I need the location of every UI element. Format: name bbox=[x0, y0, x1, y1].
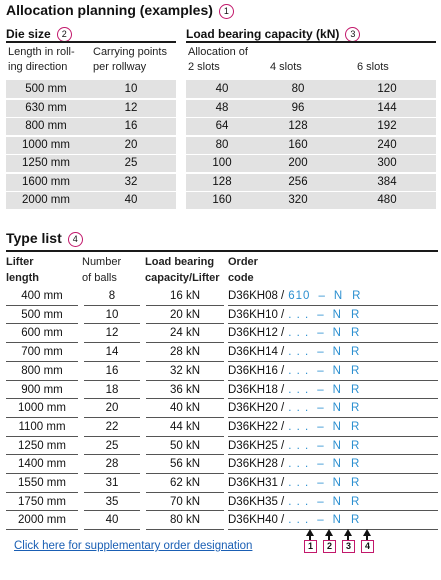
order-code-n: N bbox=[332, 383, 341, 396]
load-s4-cell: 200 bbox=[288, 157, 308, 169]
capacity-cell: 40 kN bbox=[169, 402, 201, 415]
die-points-cell: 40 bbox=[124, 194, 138, 206]
capacity-cell: 56 kN bbox=[169, 458, 201, 471]
order-code-separator: – bbox=[317, 308, 324, 321]
type-list-rule bbox=[6, 250, 438, 252]
order-code-base: D36KH08 / bbox=[228, 290, 285, 302]
type-list-row bbox=[0, 399, 441, 418]
type-list-row bbox=[0, 362, 441, 381]
balls-count-cell: 28 bbox=[105, 458, 119, 471]
allocation-title bbox=[6, 2, 234, 19]
order-code-cell bbox=[228, 474, 359, 492]
order-code-cell bbox=[228, 511, 359, 529]
order-code-separator: – bbox=[317, 439, 324, 452]
balls-count-cell: 20 bbox=[105, 402, 119, 415]
order-code-slot: . . . bbox=[288, 346, 310, 359]
load-col-2slots-header: Allocation of 2 slots bbox=[188, 46, 248, 73]
order-code-cell bbox=[228, 343, 359, 361]
order-code-separator: – bbox=[317, 402, 324, 415]
type-list-title bbox=[6, 230, 83, 247]
balls-count-cell: 10 bbox=[105, 308, 119, 321]
load-capacity-row bbox=[186, 154, 436, 172]
load-capacity-rule bbox=[186, 41, 436, 43]
load-s2-cell: 64 bbox=[215, 120, 229, 132]
order-code-base: D36KH14 / bbox=[228, 346, 285, 359]
order-code-n: N bbox=[332, 495, 341, 508]
order-code-separator: – bbox=[317, 346, 324, 359]
lifter-length-cell: 600 mm bbox=[21, 327, 63, 340]
balls-count-cell: 35 bbox=[105, 495, 119, 508]
die-size-row bbox=[6, 117, 176, 135]
order-code-base: D36KH10 / bbox=[228, 308, 285, 321]
order-code-n: N bbox=[332, 402, 341, 415]
die-size-row bbox=[6, 173, 176, 191]
balls-count-cell: 25 bbox=[105, 439, 119, 452]
order-code-separator: – bbox=[317, 420, 324, 433]
order-code-cell bbox=[228, 399, 359, 417]
type-list-row bbox=[0, 343, 441, 362]
load-s6-cell: 480 bbox=[377, 194, 397, 206]
order-code-slot: . . . bbox=[288, 514, 310, 527]
order-code-base: D36KH28 / bbox=[228, 458, 285, 471]
order-code-slot: . . . bbox=[288, 364, 310, 377]
order-code-separator: – bbox=[317, 364, 324, 377]
type-list-row bbox=[0, 493, 441, 512]
capacity-cell: 16 kN bbox=[169, 290, 201, 302]
load-capacity-row bbox=[186, 191, 436, 209]
order-code-base: D36KH20 / bbox=[228, 402, 285, 415]
type-row-underline bbox=[228, 529, 438, 530]
load-col-4slots-header: 4 slots bbox=[270, 61, 302, 73]
load-s4-cell: 320 bbox=[288, 194, 308, 206]
load-capacity-title-text: Load bearing capacity (kN) bbox=[186, 27, 340, 41]
order-code-cell bbox=[228, 362, 359, 380]
row-divider bbox=[186, 99, 436, 100]
balls-count-cell: 14 bbox=[105, 346, 119, 359]
capacity-cell: 62 kN bbox=[169, 477, 201, 489]
order-code-r: R bbox=[350, 346, 360, 359]
order-code-cell bbox=[228, 455, 359, 473]
order-code-separator: – bbox=[317, 514, 324, 527]
load-s6-cell: 192 bbox=[377, 120, 397, 132]
order-code-r: R bbox=[352, 290, 361, 302]
order-code-base: D36KH22 / bbox=[228, 420, 285, 433]
die-size-row bbox=[6, 80, 176, 98]
die-length-cell: 1000 mm bbox=[22, 138, 70, 151]
order-code-slot: . . . bbox=[288, 402, 310, 415]
type-list-title-text: Type list bbox=[6, 230, 62, 246]
order-code-slot: . . . bbox=[288, 458, 310, 471]
die-points-cell: 10 bbox=[124, 83, 138, 95]
order-code-cell bbox=[228, 418, 359, 436]
order-code-n: N bbox=[332, 327, 341, 340]
die-size-row bbox=[6, 154, 176, 172]
order-code-n: N bbox=[332, 458, 341, 471]
marker-1: 1 bbox=[219, 4, 234, 19]
die-points-cell: 16 bbox=[124, 120, 138, 132]
order-code-r: R bbox=[350, 327, 360, 340]
row-divider bbox=[186, 173, 436, 174]
order-code-separator: – bbox=[317, 477, 324, 489]
die-points-cell: 12 bbox=[124, 101, 138, 114]
order-code-separator: – bbox=[317, 495, 324, 508]
load-s2-cell: 80 bbox=[215, 138, 229, 151]
order-code-separator: – bbox=[317, 383, 324, 396]
capacity-cell: 36 kN bbox=[169, 383, 201, 396]
lifter-length-cell: 700 mm bbox=[21, 346, 63, 359]
order-code-slot: . . . bbox=[288, 308, 310, 321]
capacity-cell: 32 kN bbox=[169, 364, 201, 377]
load-s4-cell: 128 bbox=[288, 120, 308, 132]
balls-count-cell: 8 bbox=[108, 290, 116, 302]
die-col-points-header: Carrying points per rollway bbox=[93, 46, 167, 73]
die-length-cell: 1250 mm bbox=[22, 157, 70, 169]
order-code-r: R bbox=[350, 308, 360, 321]
balls-count-cell: 40 bbox=[105, 514, 119, 527]
order-code-base: D36KH18 / bbox=[228, 383, 285, 396]
row-divider bbox=[6, 99, 176, 100]
die-length-cell: 630 mm bbox=[25, 101, 67, 114]
order-code-n: N bbox=[333, 290, 343, 302]
order-code-separator: – bbox=[318, 290, 325, 302]
load-s4-cell: 80 bbox=[291, 83, 305, 95]
row-divider bbox=[6, 136, 176, 137]
type-row-underline bbox=[146, 529, 224, 530]
die-length-cell: 2000 mm bbox=[22, 194, 70, 206]
order-code-base: D36KH12 / bbox=[228, 327, 285, 340]
order-code-r: R bbox=[350, 477, 360, 489]
type-list-row bbox=[0, 287, 441, 306]
capacity-cell: 44 kN bbox=[169, 420, 201, 433]
order-code-n: N bbox=[332, 420, 341, 433]
type-col-order-header: Order code bbox=[228, 256, 258, 284]
order-code-marker-4: 4 bbox=[361, 540, 374, 553]
die-points-cell: 20 bbox=[124, 138, 138, 151]
row-divider bbox=[6, 154, 176, 155]
order-code-marker-3: 3 bbox=[342, 540, 355, 553]
type-row-underline bbox=[6, 529, 78, 530]
order-code-r: R bbox=[350, 458, 360, 471]
order-code-separator: – bbox=[317, 458, 324, 471]
order-code-slot: . . . bbox=[288, 383, 310, 396]
order-code-cell bbox=[228, 287, 360, 305]
lifter-length-cell: 1000 mm bbox=[18, 402, 66, 415]
die-size-title-text: Die size bbox=[6, 27, 51, 41]
die-size-row bbox=[6, 99, 176, 117]
type-col-length-header: Lifter length bbox=[6, 256, 39, 284]
order-code-n: N bbox=[332, 346, 341, 359]
balls-count-cell: 12 bbox=[105, 327, 119, 340]
allocation-title-text: Allocation planning (examples) bbox=[6, 2, 213, 18]
load-s2-cell: 128 bbox=[212, 175, 232, 188]
order-code-r: R bbox=[350, 383, 360, 396]
lifter-length-cell: 400 mm bbox=[21, 290, 63, 302]
type-list-row bbox=[0, 324, 441, 343]
balls-count-cell: 31 bbox=[105, 477, 119, 489]
order-code-cell bbox=[228, 381, 359, 399]
capacity-cell: 50 kN bbox=[169, 439, 201, 452]
lifter-length-cell: 2000 mm bbox=[18, 514, 66, 527]
load-s4-cell: 96 bbox=[291, 101, 305, 114]
load-capacity-row bbox=[186, 173, 436, 191]
order-code-r: R bbox=[350, 364, 360, 377]
type-col-capacity-header: Load bearing capacity/Lifter bbox=[145, 256, 220, 284]
order-code-base: D36KH16 / bbox=[228, 364, 285, 377]
capacity-cell: 20 kN bbox=[169, 308, 201, 321]
order-code-slot: . . . bbox=[288, 327, 310, 340]
die-length-cell: 1600 mm bbox=[22, 175, 70, 188]
order-code-marker-1: 1 bbox=[304, 540, 317, 553]
die-size-rule bbox=[6, 41, 176, 43]
load-s4-cell: 256 bbox=[288, 175, 308, 188]
load-s2-cell: 160 bbox=[212, 194, 232, 206]
type-list-row bbox=[0, 455, 441, 474]
die-points-cell: 25 bbox=[124, 157, 138, 169]
load-capacity-row bbox=[186, 117, 436, 135]
die-size-row bbox=[6, 191, 176, 209]
lifter-length-cell: 1400 mm bbox=[18, 458, 66, 471]
die-size-title bbox=[6, 27, 72, 42]
row-divider bbox=[6, 191, 176, 192]
order-code-n: N bbox=[332, 364, 341, 377]
lifter-length-cell: 500 mm bbox=[21, 308, 63, 321]
die-points-cell: 32 bbox=[124, 175, 138, 188]
type-list-row bbox=[0, 381, 441, 400]
order-code-slot: . . . bbox=[288, 439, 310, 452]
lifter-length-cell: 1550 mm bbox=[18, 477, 66, 489]
order-code-base: D36KH31 / bbox=[228, 477, 285, 489]
lifter-length-cell: 800 mm bbox=[21, 364, 63, 377]
load-s6-cell: 120 bbox=[377, 83, 397, 95]
order-code-n: N bbox=[332, 308, 341, 321]
type-list-row bbox=[0, 306, 441, 325]
type-list-row bbox=[0, 474, 441, 493]
row-divider bbox=[186, 136, 436, 137]
order-code-n: N bbox=[332, 439, 341, 452]
load-s2-cell: 48 bbox=[215, 101, 229, 114]
lifter-length-cell: 1250 mm bbox=[18, 439, 66, 452]
order-code-cell bbox=[228, 306, 359, 324]
load-capacity-row bbox=[186, 80, 436, 98]
lifter-length-cell: 1750 mm bbox=[18, 495, 66, 508]
load-s6-cell: 384 bbox=[377, 175, 397, 188]
load-s2-cell: 100 bbox=[212, 157, 232, 169]
load-s6-cell: 300 bbox=[377, 157, 397, 169]
order-code-r: R bbox=[350, 420, 360, 433]
capacity-cell: 70 kN bbox=[169, 495, 201, 508]
order-code-r: R bbox=[350, 439, 360, 452]
order-code-n: N bbox=[332, 514, 341, 527]
order-code-cell bbox=[228, 437, 359, 455]
supplementary-order-link[interactable]: Click here for supplementary order designation bbox=[14, 540, 253, 552]
type-list-row bbox=[0, 418, 441, 437]
order-code-r: R bbox=[350, 514, 360, 527]
row-divider bbox=[186, 117, 436, 118]
type-list-row bbox=[0, 511, 441, 530]
type-list-row bbox=[0, 437, 441, 456]
order-code-r: R bbox=[350, 402, 360, 415]
order-code-slot: . . . bbox=[288, 420, 310, 433]
order-code-base: D36KH25 / bbox=[228, 439, 285, 452]
die-size-row bbox=[6, 136, 176, 154]
order-code-r: R bbox=[350, 495, 360, 508]
row-divider bbox=[186, 154, 436, 155]
row-divider bbox=[6, 173, 176, 174]
load-s6-cell: 240 bbox=[377, 138, 397, 151]
marker-2: 2 bbox=[57, 27, 72, 42]
balls-count-cell: 18 bbox=[105, 383, 119, 396]
order-code-slot: 610 bbox=[288, 290, 311, 302]
order-code-separator: – bbox=[317, 327, 324, 340]
order-code-slot: . . . bbox=[288, 477, 310, 489]
load-col-6slots-header: 6 slots bbox=[357, 61, 389, 73]
load-capacity-row bbox=[186, 136, 436, 154]
load-s4-cell: 160 bbox=[288, 138, 308, 151]
load-s2-cell: 40 bbox=[215, 83, 229, 95]
order-code-n: N bbox=[332, 477, 341, 489]
die-col-length-header: Length in roll- ing direction bbox=[8, 46, 75, 73]
load-s6-cell: 144 bbox=[377, 101, 397, 114]
order-code-marker-2: 2 bbox=[323, 540, 336, 553]
die-length-cell: 800 mm bbox=[25, 120, 67, 132]
load-capacity-title bbox=[186, 27, 360, 42]
order-code-cell bbox=[228, 324, 359, 342]
capacity-cell: 24 kN bbox=[169, 327, 201, 340]
balls-count-cell: 22 bbox=[105, 420, 119, 433]
type-row-underline bbox=[84, 529, 140, 530]
die-length-cell: 500 mm bbox=[25, 83, 67, 95]
marker-4: 4 bbox=[68, 232, 83, 247]
lifter-length-cell: 900 mm bbox=[21, 383, 63, 396]
lifter-length-cell: 1100 mm bbox=[18, 420, 66, 433]
order-code-base: D36KH35 / bbox=[228, 495, 285, 508]
row-divider bbox=[6, 117, 176, 118]
order-code-slot: . . . bbox=[288, 495, 310, 508]
capacity-cell: 28 kN bbox=[169, 346, 201, 359]
load-capacity-row bbox=[186, 99, 436, 117]
row-divider bbox=[186, 191, 436, 192]
marker-3: 3 bbox=[345, 27, 360, 42]
order-code-cell bbox=[228, 493, 359, 511]
capacity-cell: 80 kN bbox=[169, 514, 201, 527]
balls-count-cell: 16 bbox=[105, 364, 119, 377]
type-col-balls-header: Number of balls bbox=[82, 256, 122, 284]
order-code-base: D36KH40 / bbox=[228, 514, 285, 527]
